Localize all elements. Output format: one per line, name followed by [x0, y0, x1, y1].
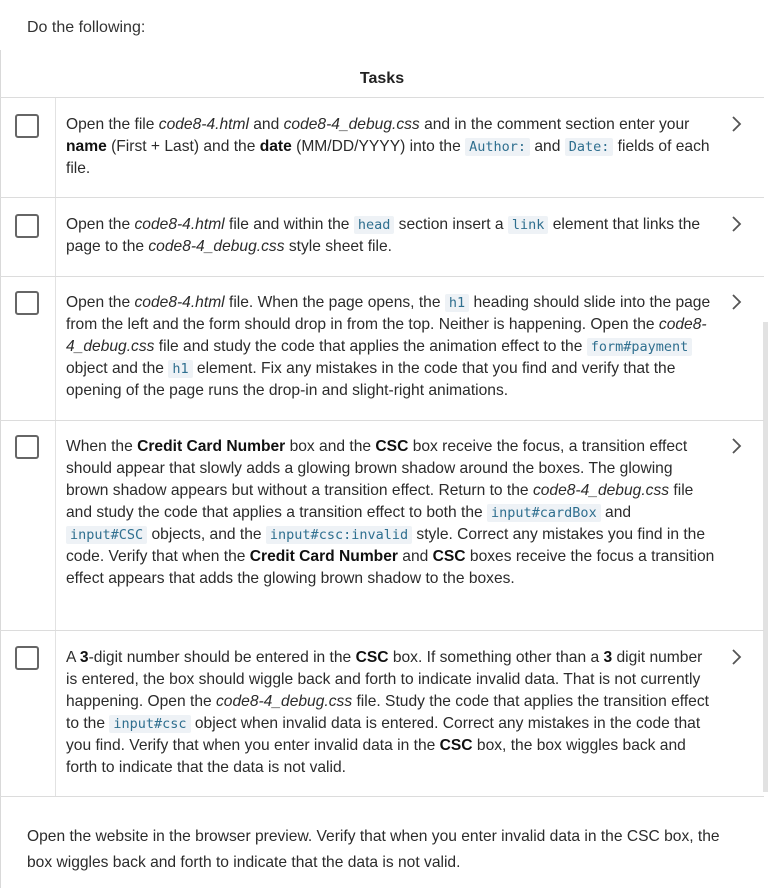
text-span: and	[530, 138, 565, 155]
text-span: When the	[66, 438, 138, 455]
panel-left-border	[0, 50, 1, 888]
code-snippet: input#csc	[109, 715, 190, 733]
text-span: boxes receive the focus a transition effect appears that adds the glowing brown shadow to the boxes.	[66, 548, 715, 587]
text-span: fields of each file.	[66, 138, 710, 177]
filename-text: code8-4_debug.css	[148, 238, 285, 255]
filename-text: code8-4.html	[134, 294, 225, 311]
chevron-right-icon[interactable]	[726, 647, 746, 667]
code-snippet: input#cardBox	[487, 504, 601, 522]
code-snippet: Author:	[465, 138, 530, 156]
text-span: (First + Last) and the	[106, 138, 260, 155]
chevron-right-icon[interactable]	[726, 292, 746, 312]
text-span: and	[600, 504, 632, 521]
text-span: and in the comment section enter your	[419, 116, 690, 133]
text-span: element. Fix any mistakes in the code that you find and verify that the opening of the page runs the drop-in and slight-right animations.	[66, 360, 676, 399]
text-span: box. If something other than a	[388, 649, 604, 666]
bold-text: 3	[603, 649, 613, 666]
text-span: file and study the code that applies a transition effect to both the	[66, 482, 694, 521]
divider	[0, 420, 764, 421]
filename-text: code8-4_debug.css	[283, 116, 420, 133]
chevron-right-icon[interactable]	[726, 114, 746, 134]
bold-text: Credit Card Number	[137, 438, 286, 455]
checkbox-icon[interactable]	[15, 291, 39, 315]
text-span: object and the	[66, 360, 169, 377]
text-span: heading should slide into the page from the left and the form should drop in from the top. Neither is happening. Open the	[66, 294, 711, 333]
text-span: style sheet file.	[284, 238, 392, 255]
text-span: object when invalid data is entered. Correct any mistakes in the code that you find. Verify that when you enter invalid data in the	[66, 715, 701, 754]
text-span: style. Correct any mistakes you find in the code. Verify that when the	[66, 526, 706, 565]
divider	[0, 97, 764, 98]
text-span: and	[397, 548, 433, 565]
bold-text: CSC	[432, 548, 466, 565]
bold-text: date	[259, 138, 292, 155]
checkbox-icon[interactable]	[15, 646, 39, 670]
bold-text: CSC	[355, 649, 389, 666]
bold-text: 3	[79, 649, 89, 666]
filename-text: code8-4.html	[134, 216, 225, 233]
code-snippet: Date:	[565, 138, 614, 156]
column-divider	[55, 198, 56, 276]
task-text	[66, 647, 716, 779]
text-span: section insert a	[394, 216, 508, 233]
column-divider	[55, 98, 56, 197]
code-snippet: head	[354, 216, 395, 234]
bold-text: CSC	[375, 438, 409, 455]
text-span: objects, and the	[147, 526, 266, 543]
text-span: box and the	[285, 438, 376, 455]
task-text	[66, 114, 716, 180]
text-span: Open the file	[66, 116, 159, 133]
checkbox-icon[interactable]	[15, 114, 39, 138]
divider	[0, 276, 764, 277]
chevron-right-icon[interactable]	[726, 214, 746, 234]
text-span: file and study the code that applies the animation effect to the	[154, 338, 587, 355]
filename-text: code8-4_debug.css	[66, 316, 707, 355]
chevron-right-icon[interactable]	[726, 436, 746, 456]
checkbox-icon[interactable]	[15, 214, 39, 238]
text-span: file. When the page opens, the	[224, 294, 445, 311]
bold-text: Credit Card Number	[249, 548, 398, 565]
code-snippet: form#payment	[587, 338, 693, 356]
code-snippet: input#CSC	[66, 526, 147, 544]
code-snippet: input#csc:invalid	[266, 526, 412, 544]
text-span: and	[248, 116, 284, 133]
text-span: file. Study the code that applies the transition effect to the	[66, 693, 709, 732]
filename-text: code8-4.html	[158, 116, 249, 133]
divider	[0, 630, 764, 631]
text-span: -digit number should be entered in the	[88, 649, 356, 666]
text-span: A	[66, 649, 80, 666]
intro-text: Do the following:	[27, 19, 146, 36]
text-span: Open the	[66, 216, 135, 233]
checkbox-icon[interactable]	[15, 435, 39, 459]
task-text	[66, 214, 716, 258]
filename-text: code8-4_debug.css	[532, 482, 670, 499]
task-text	[66, 292, 716, 402]
tasks-heading: Tasks	[359, 70, 405, 87]
divider	[0, 796, 764, 797]
code-snippet: h1	[168, 360, 192, 378]
bold-text: name	[66, 138, 107, 155]
text-span: box, the box wiggles back and forth to indicate that the data is not valid.	[66, 737, 686, 776]
text-span: Open the	[66, 294, 135, 311]
code-snippet: h1	[445, 294, 469, 312]
divider	[0, 197, 764, 198]
column-divider	[55, 631, 56, 796]
text-span: file and within the	[224, 216, 354, 233]
text-span: (MM/DD/YYYY) into the	[291, 138, 466, 155]
code-snippet: link	[508, 216, 549, 234]
scrollbar[interactable]	[763, 322, 768, 792]
filename-text: code8-4_debug.css	[216, 693, 353, 710]
bold-text: CSC	[439, 737, 473, 754]
column-divider	[55, 421, 56, 630]
text-span: box receive the focus, a transition effect should appear that slowly adds a glowing brown shadow around the boxes. The glowing brown shadow appears but without a transition effect. Return to the	[66, 438, 688, 499]
text-span: element that links the page to the	[66, 216, 701, 255]
task-text	[66, 436, 716, 590]
text-span: digit number is entered, the box should wiggle back and forth to indicate invalid data. That is not currently happening. Open the	[66, 649, 703, 710]
column-divider	[55, 277, 56, 420]
outro-text: Open the website in the browser preview. Verify that when you enter invalid data in the CSC box, the box wiggles back and forth to indicate that the data is not valid.	[27, 828, 720, 871]
